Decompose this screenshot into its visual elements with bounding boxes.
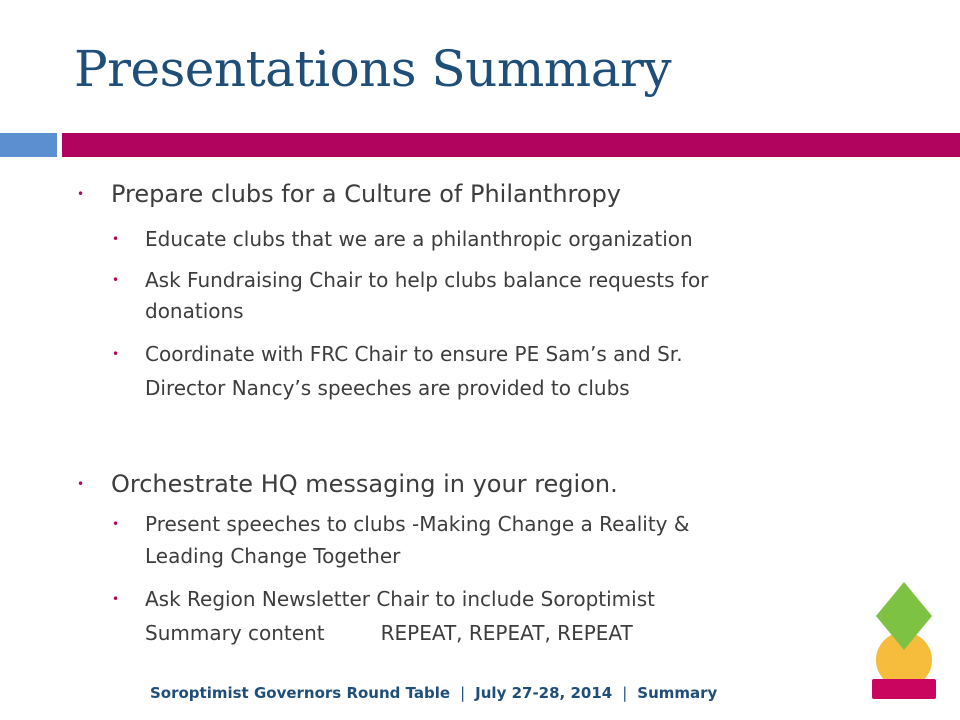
decorative-bar-icon — [872, 679, 936, 699]
sub-bullet-text: Ask Fundraising Chair to help clubs balance requests for — [145, 268, 709, 292]
footer-section: Summary — [637, 684, 718, 702]
sub-bullet-item — [112, 339, 683, 369]
slide-footer — [150, 684, 717, 702]
sub-bullet-text: Educate clubs that we are a philanthropic organization — [145, 227, 693, 251]
sub-bullet-item — [112, 265, 709, 295]
sub-bullet-text: Ask Region Newsletter Chair to include Soroptimist — [145, 587, 655, 611]
sub-bullet-text: Director Nancy’s speeches are provided to clubs — [145, 376, 630, 400]
sub-bullet-continuation — [145, 296, 244, 326]
footer-org: Soroptimist Governors Round Table — [150, 684, 451, 702]
footer-date: July 27-28, 2014 — [475, 684, 613, 702]
bullet-item — [77, 469, 618, 499]
bullet-dot-icon: • — [112, 517, 120, 531]
bullet-dot-icon: • — [112, 347, 120, 361]
sub-bullet-continuation — [145, 373, 630, 403]
sub-bullet-text: Summary content — [145, 621, 325, 645]
sub-bullet-item — [112, 224, 693, 254]
bullet-item — [77, 179, 622, 209]
decorative-diamond-icon — [875, 582, 933, 650]
repeat-emphasis-text: REPEAT, REPEAT, REPEAT — [380, 621, 633, 645]
bullet-dot-icon: • — [112, 273, 120, 287]
sub-bullet-text: Leading Change Together — [145, 544, 401, 568]
bullet-text: Prepare clubs for a Culture of Philanthropy — [111, 180, 622, 208]
bullet-dot-icon: • — [77, 187, 85, 201]
header-accent-block — [0, 133, 57, 157]
bullet-dot-icon: • — [77, 477, 85, 491]
bullet-dot-icon: • — [112, 232, 120, 246]
header-accent-bar — [62, 133, 960, 157]
sub-bullet-item — [112, 509, 690, 539]
sub-bullet-text: Present speeches to clubs -Making Change a Reality & — [145, 512, 690, 536]
sub-bullet-text: Coordinate with FRC Chair to ensure PE Sam’s and Sr. — [145, 342, 683, 366]
sub-bullet-text: donations — [145, 299, 244, 323]
sub-bullet-continuation — [145, 541, 400, 571]
bullet-dot-icon: • — [112, 592, 120, 606]
sub-bullet-continuation — [145, 618, 633, 648]
sub-bullet-item — [112, 584, 655, 614]
slide-title: Presentations Summary — [74, 40, 672, 98]
bullet-text: Orchestrate HQ messaging in your region. — [111, 470, 618, 498]
footer-separator: | — [460, 684, 466, 702]
footer-separator: | — [622, 684, 628, 702]
